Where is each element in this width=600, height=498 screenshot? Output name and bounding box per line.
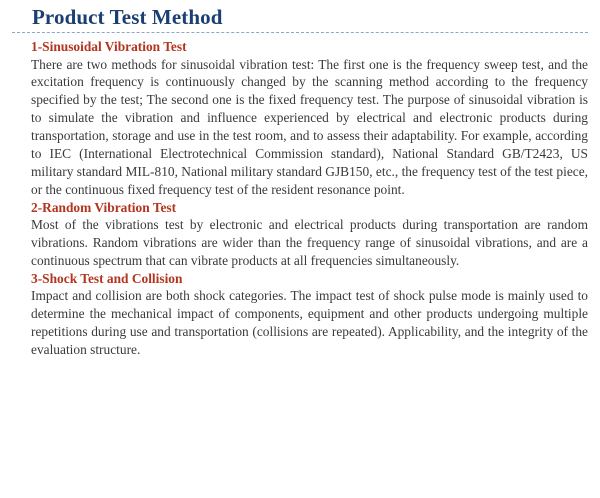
section-body: Impact and collision are both shock categories. The impact test of shock pulse mode is mainly used to determine the mechanical impact of components, equipment and other products undergoing multiple repetitions during use and transportation (collisions are repeated). Applicability, and the integrity of the evaluation structure. (31, 288, 588, 358)
page-title: Product Test Method (32, 5, 223, 29)
section-body: There are two methods for sinusoidal vibration test: The first one is the frequency sweep test, and the excitation frequency is continuously changed by the scanning method according to the frequency specified by the test; The second one is the fixed frequency test. The purpose of sinusoidal vibration is to simulate the vibration and influence experienced by electrical and electronic products during transportation, storage and use in the test room, and to assess their adaptability. For example, according to IEC (International Electrotechnical Commission standard), National Standard GB/T2423, US military standard MIL-810, National military standard GJB150, etc., the frequency test of the test piece, or the continuous fixed frequency test of the resident resonance point. (31, 56, 588, 197)
section-heading: 1-Sinusoidal Vibration Test (31, 39, 187, 54)
section-shock-collision (31, 270, 588, 359)
section-sinusoidal-vibration (31, 38, 588, 199)
section-random-vibration (31, 199, 588, 270)
section-heading: 2-Random Vibration Test (31, 199, 177, 215)
title-divider (12, 32, 588, 33)
section-body: Most of the vibrations test by electronic and electrical products during transportation are random vibrations. Random vibrations are wider than the frequency range of sinusoidal vibrations, and are a continuous spectrum that can vibrate products at all frequencies simultaneously. (31, 217, 588, 269)
section-heading: 3-Shock Test and Collision (31, 270, 183, 286)
content-area (31, 38, 588, 359)
